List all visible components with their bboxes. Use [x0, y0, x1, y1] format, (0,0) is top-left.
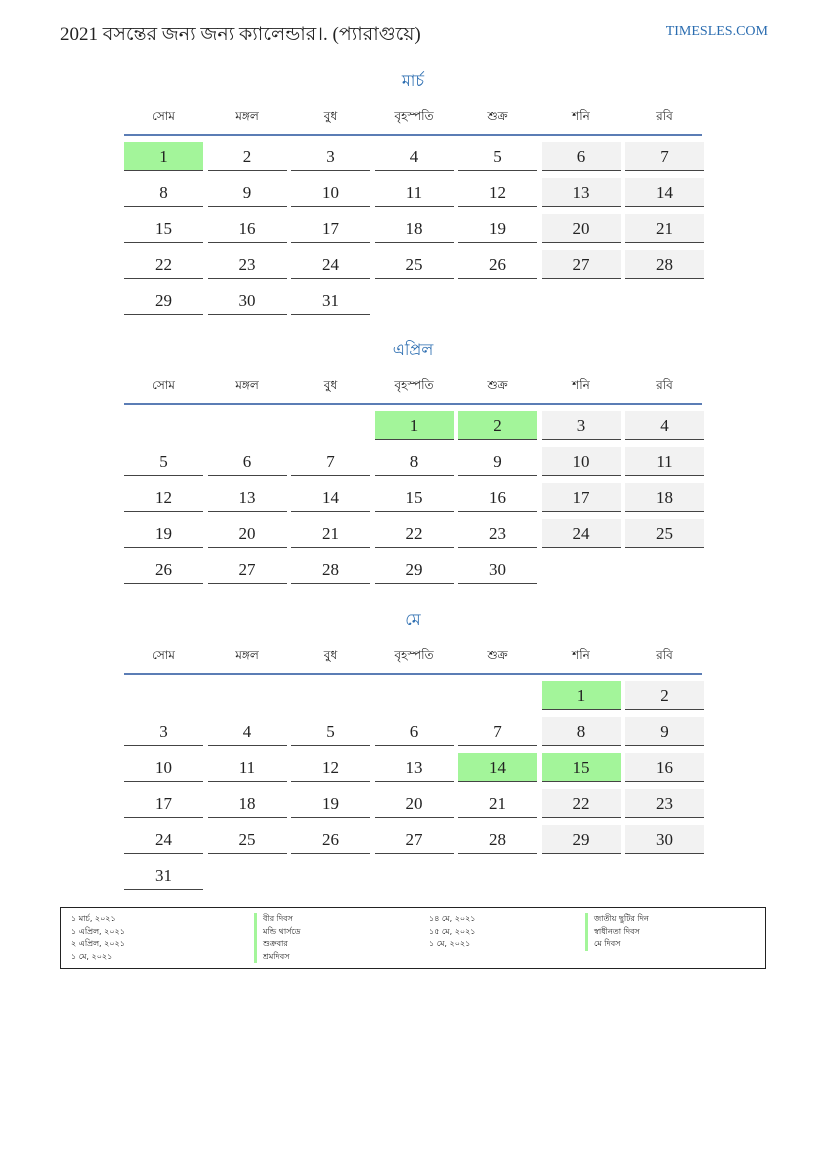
month-calendar: [124, 607, 702, 885]
day-cell[interactable]: 15: [542, 753, 621, 782]
day-cell[interactable]: 12: [458, 178, 537, 207]
day-cell[interactable]: 30: [625, 825, 704, 854]
day-cell[interactable]: 10: [291, 178, 370, 207]
day-cell[interactable]: 23: [625, 789, 704, 818]
day-cell[interactable]: 28: [291, 555, 370, 584]
day-cell[interactable]: 3: [124, 717, 203, 746]
day-cell[interactable]: 6: [208, 447, 287, 476]
day-cell[interactable]: 27: [542, 250, 621, 279]
weekday-label: সোম: [152, 109, 175, 123]
month-calendar: [124, 337, 702, 579]
day-cell[interactable]: 12: [291, 753, 370, 782]
day-cell[interactable]: 9: [625, 717, 704, 746]
day-cell[interactable]: 8: [124, 178, 203, 207]
weekday-label: বুধ: [323, 109, 338, 123]
day-cell[interactable]: 14: [458, 753, 537, 782]
legend-date: ২ এপ্রিল, ২০২১: [71, 939, 125, 948]
weekday-label: রবি: [656, 109, 673, 123]
site-link[interactable]: TIMESLES.COM: [665, 24, 768, 39]
day-cell[interactable]: 13: [208, 483, 287, 512]
day-cell[interactable]: 23: [458, 519, 537, 548]
day-cell[interactable]: 19: [458, 214, 537, 243]
weekday-label: সোম: [152, 378, 175, 392]
legend-names-col-1: [254, 913, 301, 963]
day-cell[interactable]: 2: [458, 411, 537, 440]
legend-date: ১ মার্চ, ২০২১: [71, 914, 116, 923]
legend-holiday-name: মে দিবস: [585, 938, 649, 951]
day-cell[interactable]: 17: [542, 483, 621, 512]
day-cell[interactable]: 24: [542, 519, 621, 548]
legend-names-col-2: [585, 913, 649, 951]
day-cell[interactable]: 30: [208, 286, 287, 315]
day-cell[interactable]: 5: [291, 717, 370, 746]
weekday-label: রবি: [656, 378, 673, 392]
weekday-label: বৃহস্পতি: [394, 648, 434, 662]
weekday-label: মঙ্গল: [235, 648, 259, 662]
legend-date: ১ মে, ২০২১: [71, 951, 113, 961]
legend-holiday-name: শুক্রবার: [254, 938, 301, 951]
legend-holiday-name: বীর দিবস: [254, 913, 301, 926]
day-cell[interactable]: 5: [458, 142, 537, 171]
day-cell[interactable]: 20: [542, 214, 621, 243]
day-cell[interactable]: 21: [291, 519, 370, 548]
day-cell[interactable]: 13: [375, 753, 454, 782]
day-cell[interactable]: 14: [291, 483, 370, 512]
weekday-label: শনি: [572, 109, 590, 123]
day-cell[interactable]: 11: [208, 753, 287, 782]
weekday-header-row: [124, 106, 702, 136]
day-cell[interactable]: 28: [625, 250, 704, 279]
day-cell[interactable]: 24: [291, 250, 370, 279]
day-cell[interactable]: 7: [625, 142, 704, 171]
day-cell[interactable]: 2: [208, 142, 287, 171]
day-cell[interactable]: 30: [458, 555, 537, 584]
weekday-label: রবি: [656, 648, 673, 662]
day-cell[interactable]: 26: [124, 555, 203, 584]
day-cell[interactable]: 28: [458, 825, 537, 854]
day-cell[interactable]: 6: [375, 717, 454, 746]
day-cell[interactable]: 11: [375, 178, 454, 207]
day-cell[interactable]: 25: [625, 519, 704, 548]
day-cell[interactable]: 4: [375, 142, 454, 171]
day-cell[interactable]: 7: [458, 717, 537, 746]
day-cell[interactable]: 11: [625, 447, 704, 476]
legend-holiday-name: স্বাধীনতা দিবস: [585, 926, 649, 939]
day-cell[interactable]: 4: [625, 411, 704, 440]
day-cell[interactable]: 13: [542, 178, 621, 207]
day-cell[interactable]: 20: [208, 519, 287, 548]
day-cell[interactable]: 27: [208, 555, 287, 584]
day-cell[interactable]: 26: [291, 825, 370, 854]
day-cell[interactable]: 29: [375, 555, 454, 584]
day-cell[interactable]: 10: [124, 753, 203, 782]
day-cell[interactable]: 6: [542, 142, 621, 171]
day-cell[interactable]: 16: [208, 214, 287, 243]
day-cell[interactable]: 10: [542, 447, 621, 476]
day-cell[interactable]: 21: [625, 214, 704, 243]
day-cell[interactable]: 17: [124, 789, 203, 818]
day-cell[interactable]: 24: [124, 825, 203, 854]
weekday-label: মঙ্গল: [235, 109, 259, 123]
weekday-label: বুধ: [323, 648, 338, 662]
weekday-label: শুক্র: [487, 109, 508, 123]
weekday-label: শুক্র: [487, 378, 508, 392]
month-title: মে: [405, 610, 421, 629]
day-cell[interactable]: 22: [124, 250, 203, 279]
day-cell[interactable]: 2: [625, 681, 704, 710]
day-cell[interactable]: 19: [124, 519, 203, 548]
legend-holiday-name: শ্রমদিবস: [254, 951, 301, 964]
day-cell[interactable]: 20: [375, 789, 454, 818]
day-cell[interactable]: 31: [291, 286, 370, 315]
weekday-label: সোম: [152, 648, 175, 662]
legend-holiday-name: জাতীয় ছুটির দিন: [585, 913, 649, 926]
day-cell[interactable]: 1: [124, 142, 203, 171]
day-cell[interactable]: 18: [208, 789, 287, 818]
day-cell[interactable]: 29: [542, 825, 621, 854]
month-calendar: [124, 68, 702, 310]
day-cell[interactable]: 21: [458, 789, 537, 818]
day-cell[interactable]: 26: [458, 250, 537, 279]
day-cell[interactable]: 18: [625, 483, 704, 512]
day-cell[interactable]: 9: [458, 447, 537, 476]
day-cell[interactable]: 25: [375, 250, 454, 279]
legend-date: ১ এপ্রিল, ২০২১: [71, 926, 125, 936]
day-cell[interactable]: 16: [625, 753, 704, 782]
weekday-header-row: [124, 645, 702, 675]
legend-date: ১৪ মে, ২০২১: [429, 914, 476, 923]
day-cell[interactable]: 3: [542, 411, 621, 440]
day-cell[interactable]: 1: [542, 681, 621, 710]
day-cell[interactable]: 16: [458, 483, 537, 512]
day-cell[interactable]: 1: [375, 411, 454, 440]
day-cell[interactable]: 4: [208, 717, 287, 746]
day-cell[interactable]: 27: [375, 825, 454, 854]
weekday-label: শনি: [572, 378, 590, 392]
month-title: মার্চ: [401, 71, 425, 90]
legend-date: ১ মে, ২০২১: [429, 939, 471, 948]
day-cell[interactable]: 8: [542, 717, 621, 746]
weekday-label: শুক্র: [487, 648, 508, 662]
day-cell[interactable]: 17: [291, 214, 370, 243]
legend-dates-col-1: [71, 913, 125, 963]
legend-holiday-name: মন্ডি থার্সডে: [254, 926, 301, 939]
day-cell[interactable]: 9: [208, 178, 287, 207]
day-cell[interactable]: 25: [208, 825, 287, 854]
holiday-legend: [60, 907, 766, 969]
weekday-label: বৃহস্পতি: [394, 378, 434, 392]
weekday-label: শনি: [572, 648, 590, 662]
day-cell[interactable]: 23: [208, 250, 287, 279]
legend-date: ১৫ মে, ২০২১: [429, 926, 476, 936]
day-cell[interactable]: 22: [375, 519, 454, 548]
month-title: এপ্রিল: [392, 340, 434, 359]
page-title: 2021 বসন্তের জন্য জন্য ক্যালেন্ডার।. (প্যারাগুয়ে): [60, 24, 421, 45]
day-cell[interactable]: 14: [625, 178, 704, 207]
day-cell[interactable]: 3: [291, 142, 370, 171]
weekday-label: মঙ্গল: [235, 378, 259, 392]
day-cell[interactable]: 7: [291, 447, 370, 476]
day-cell[interactable]: 15: [375, 483, 454, 512]
legend-dates-col-2: [429, 913, 476, 951]
weekday-label: বৃহস্পতি: [394, 109, 434, 123]
day-cell[interactable]: 12: [124, 483, 203, 512]
weekday-label: বুধ: [323, 378, 338, 392]
day-cell[interactable]: 19: [291, 789, 370, 818]
day-cell[interactable]: 18: [375, 214, 454, 243]
day-cell[interactable]: 22: [542, 789, 621, 818]
page-header: [60, 18, 768, 48]
day-cell[interactable]: 15: [124, 214, 203, 243]
day-cell[interactable]: 8: [375, 447, 454, 476]
day-cell[interactable]: 31: [124, 861, 203, 890]
day-cell[interactable]: 5: [124, 447, 203, 476]
weekday-header-row: [124, 375, 702, 405]
day-cell[interactable]: 29: [124, 286, 203, 315]
